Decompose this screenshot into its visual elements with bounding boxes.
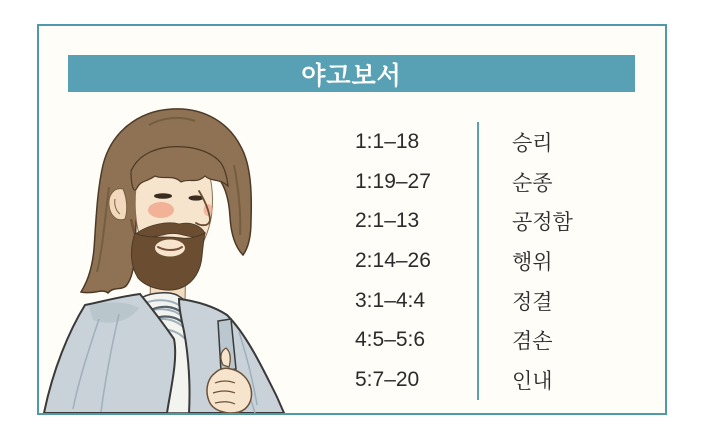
verse-reference: 2:1–13 bbox=[355, 209, 420, 233]
outline-row bbox=[355, 320, 645, 360]
outline-row bbox=[355, 201, 645, 241]
section-topic: 순종 bbox=[512, 171, 553, 195]
outline-frame bbox=[37, 24, 667, 415]
section-topic: 공정함 bbox=[512, 211, 573, 235]
verse-reference: 1:1–18 bbox=[355, 129, 420, 153]
section-topic: 겸손 bbox=[512, 330, 553, 354]
verse-reference: 1:19–27 bbox=[355, 169, 431, 193]
verse-reference: 2:14–26 bbox=[355, 248, 431, 272]
outline-row bbox=[355, 122, 645, 162]
outline-row bbox=[355, 162, 645, 202]
column-divider bbox=[477, 122, 479, 400]
page-title: 야고보서 bbox=[301, 61, 402, 90]
verse-reference: 4:5–5:6 bbox=[355, 328, 426, 352]
verse-reference: 3:1–4:4 bbox=[355, 288, 426, 312]
section-topic: 정결 bbox=[512, 290, 553, 314]
outline-rows bbox=[355, 122, 645, 400]
outline-row bbox=[355, 241, 645, 281]
verse-reference: 5:7–20 bbox=[355, 367, 420, 391]
outline-row bbox=[355, 281, 645, 321]
title-bar bbox=[68, 55, 635, 92]
outline-row bbox=[355, 360, 645, 400]
section-topic: 행위 bbox=[512, 250, 553, 274]
james-portrait-illustration bbox=[39, 107, 311, 413]
section-topic: 승리 bbox=[512, 131, 553, 155]
outline-list bbox=[355, 122, 645, 400]
section-topic: 인내 bbox=[512, 369, 553, 393]
